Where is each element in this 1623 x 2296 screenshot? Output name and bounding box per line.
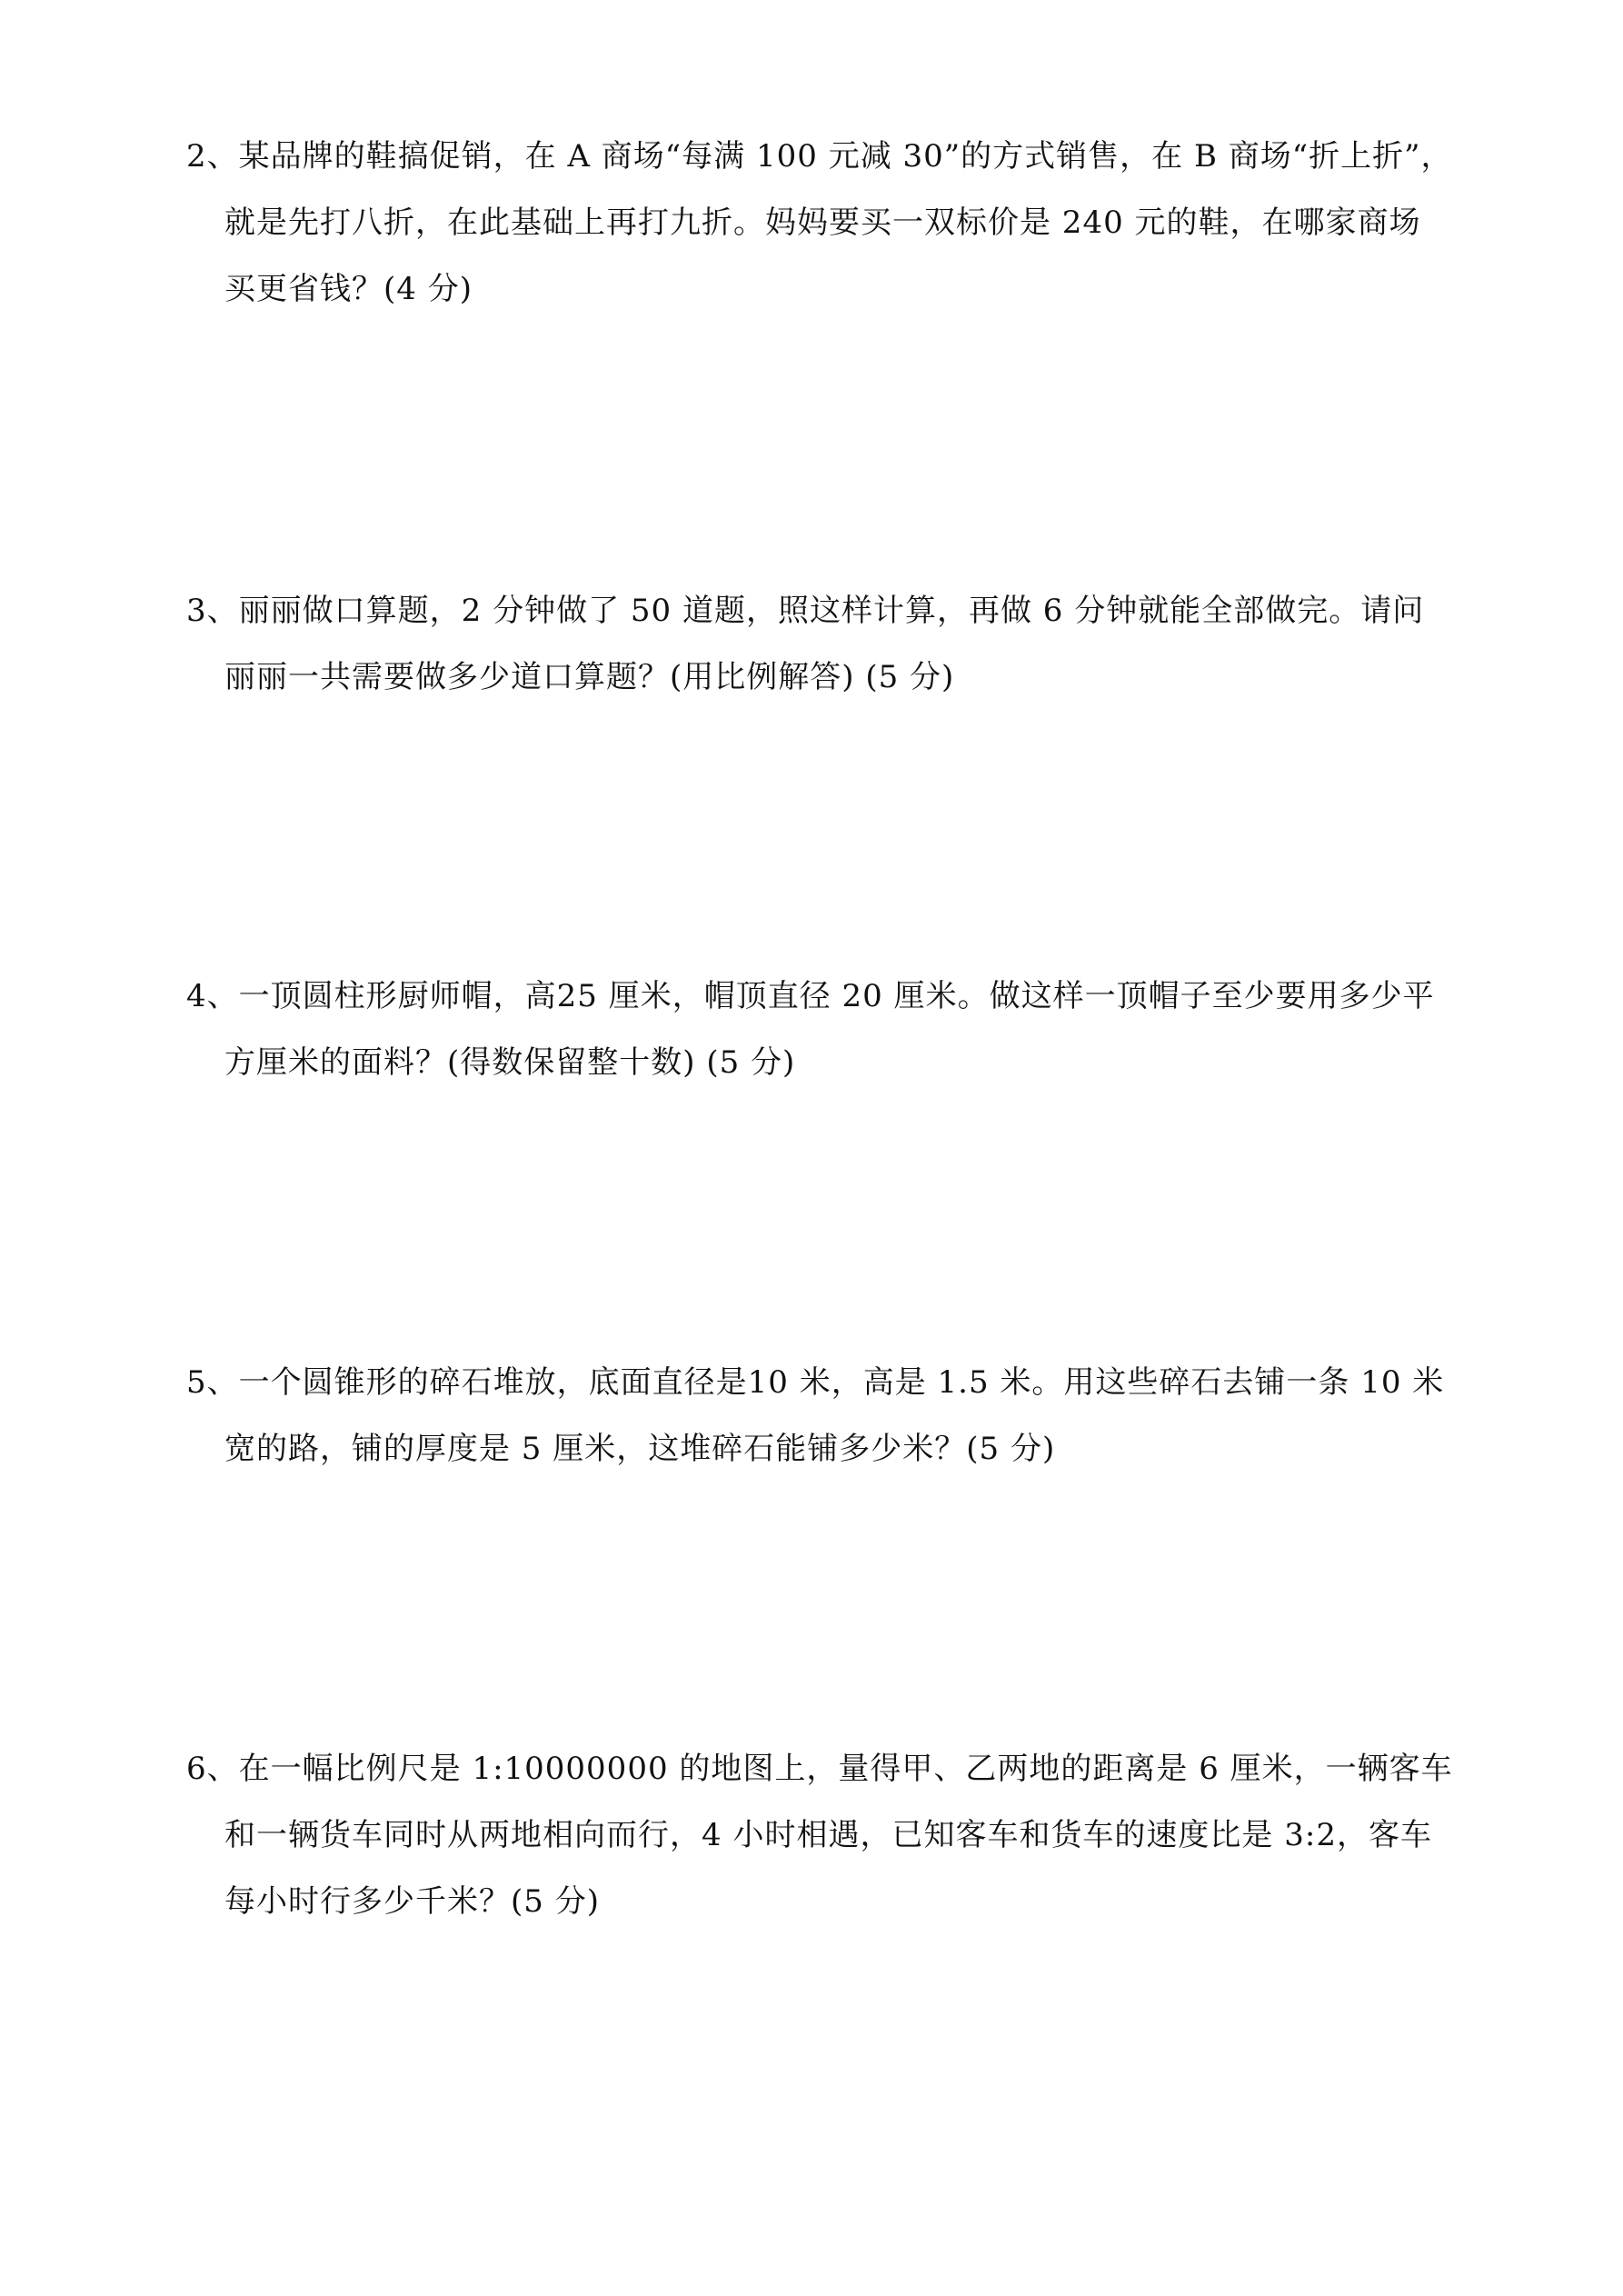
problem-5-line-2: 宽的路，铺的厚度是 5 厘米，这堆碎石能铺多少米？(5 分)	[224, 1431, 1056, 1467]
problem-5-line-1: 5、一个圆锥形的碎石堆放，底面直径是10 米，高是 1.5 米。用这些碎石去铺一条 10 米	[186, 1364, 1445, 1401]
problem-2-line-3: 买更省钱？(4 分)	[224, 271, 473, 307]
problem-4	[186, 963, 1459, 1096]
problem-5	[186, 1350, 1459, 1482]
problem-2-line-1: 2、某品牌的鞋搞促销，在 A 商场“每满 100 元减 30”的方式销售，在 B 商场“折上折”，	[186, 138, 1453, 175]
problem-2-line-2: 就是先打八折，在此基础上再打九折。妈妈要买一双标价是 240 元的鞋，在哪家商场	[224, 205, 1421, 241]
problem-6-line-2: 和一辆货车同时从两地相向而行，4 小时相遇，已知客车和货车的速度比是 3:2，客车	[224, 1817, 1432, 1853]
problem-4-line-1: 4、一顶圆柱形厨师帽，高25 厘米，帽顶直径 20 厘米。做这样一顶帽子至少要用多少平	[186, 978, 1435, 1014]
problem-4-line-2: 方厘米的面料？(得数保留整十数) (5 分)	[224, 1044, 796, 1081]
problem-6	[186, 1736, 1459, 1935]
problem-3	[186, 578, 1459, 711]
problem-6-line-3: 每小时行多少千米？(5 分)	[224, 1883, 600, 1920]
problem-2	[186, 124, 1459, 323]
problem-3-line-1: 3、丽丽做口算题，2 分钟做了 50 道题，照这样计算，再做 6 分钟就能全部做完。请问	[186, 593, 1425, 629]
problem-3-line-2: 丽丽一共需要做多少道口算题？(用比例解答) (5 分)	[224, 659, 955, 695]
problem-6-line-1: 6、在一幅比例尺是 1:10000000 的地图上，量得甲、乙两地的距离是 6 厘米，一辆客车	[186, 1751, 1453, 1787]
